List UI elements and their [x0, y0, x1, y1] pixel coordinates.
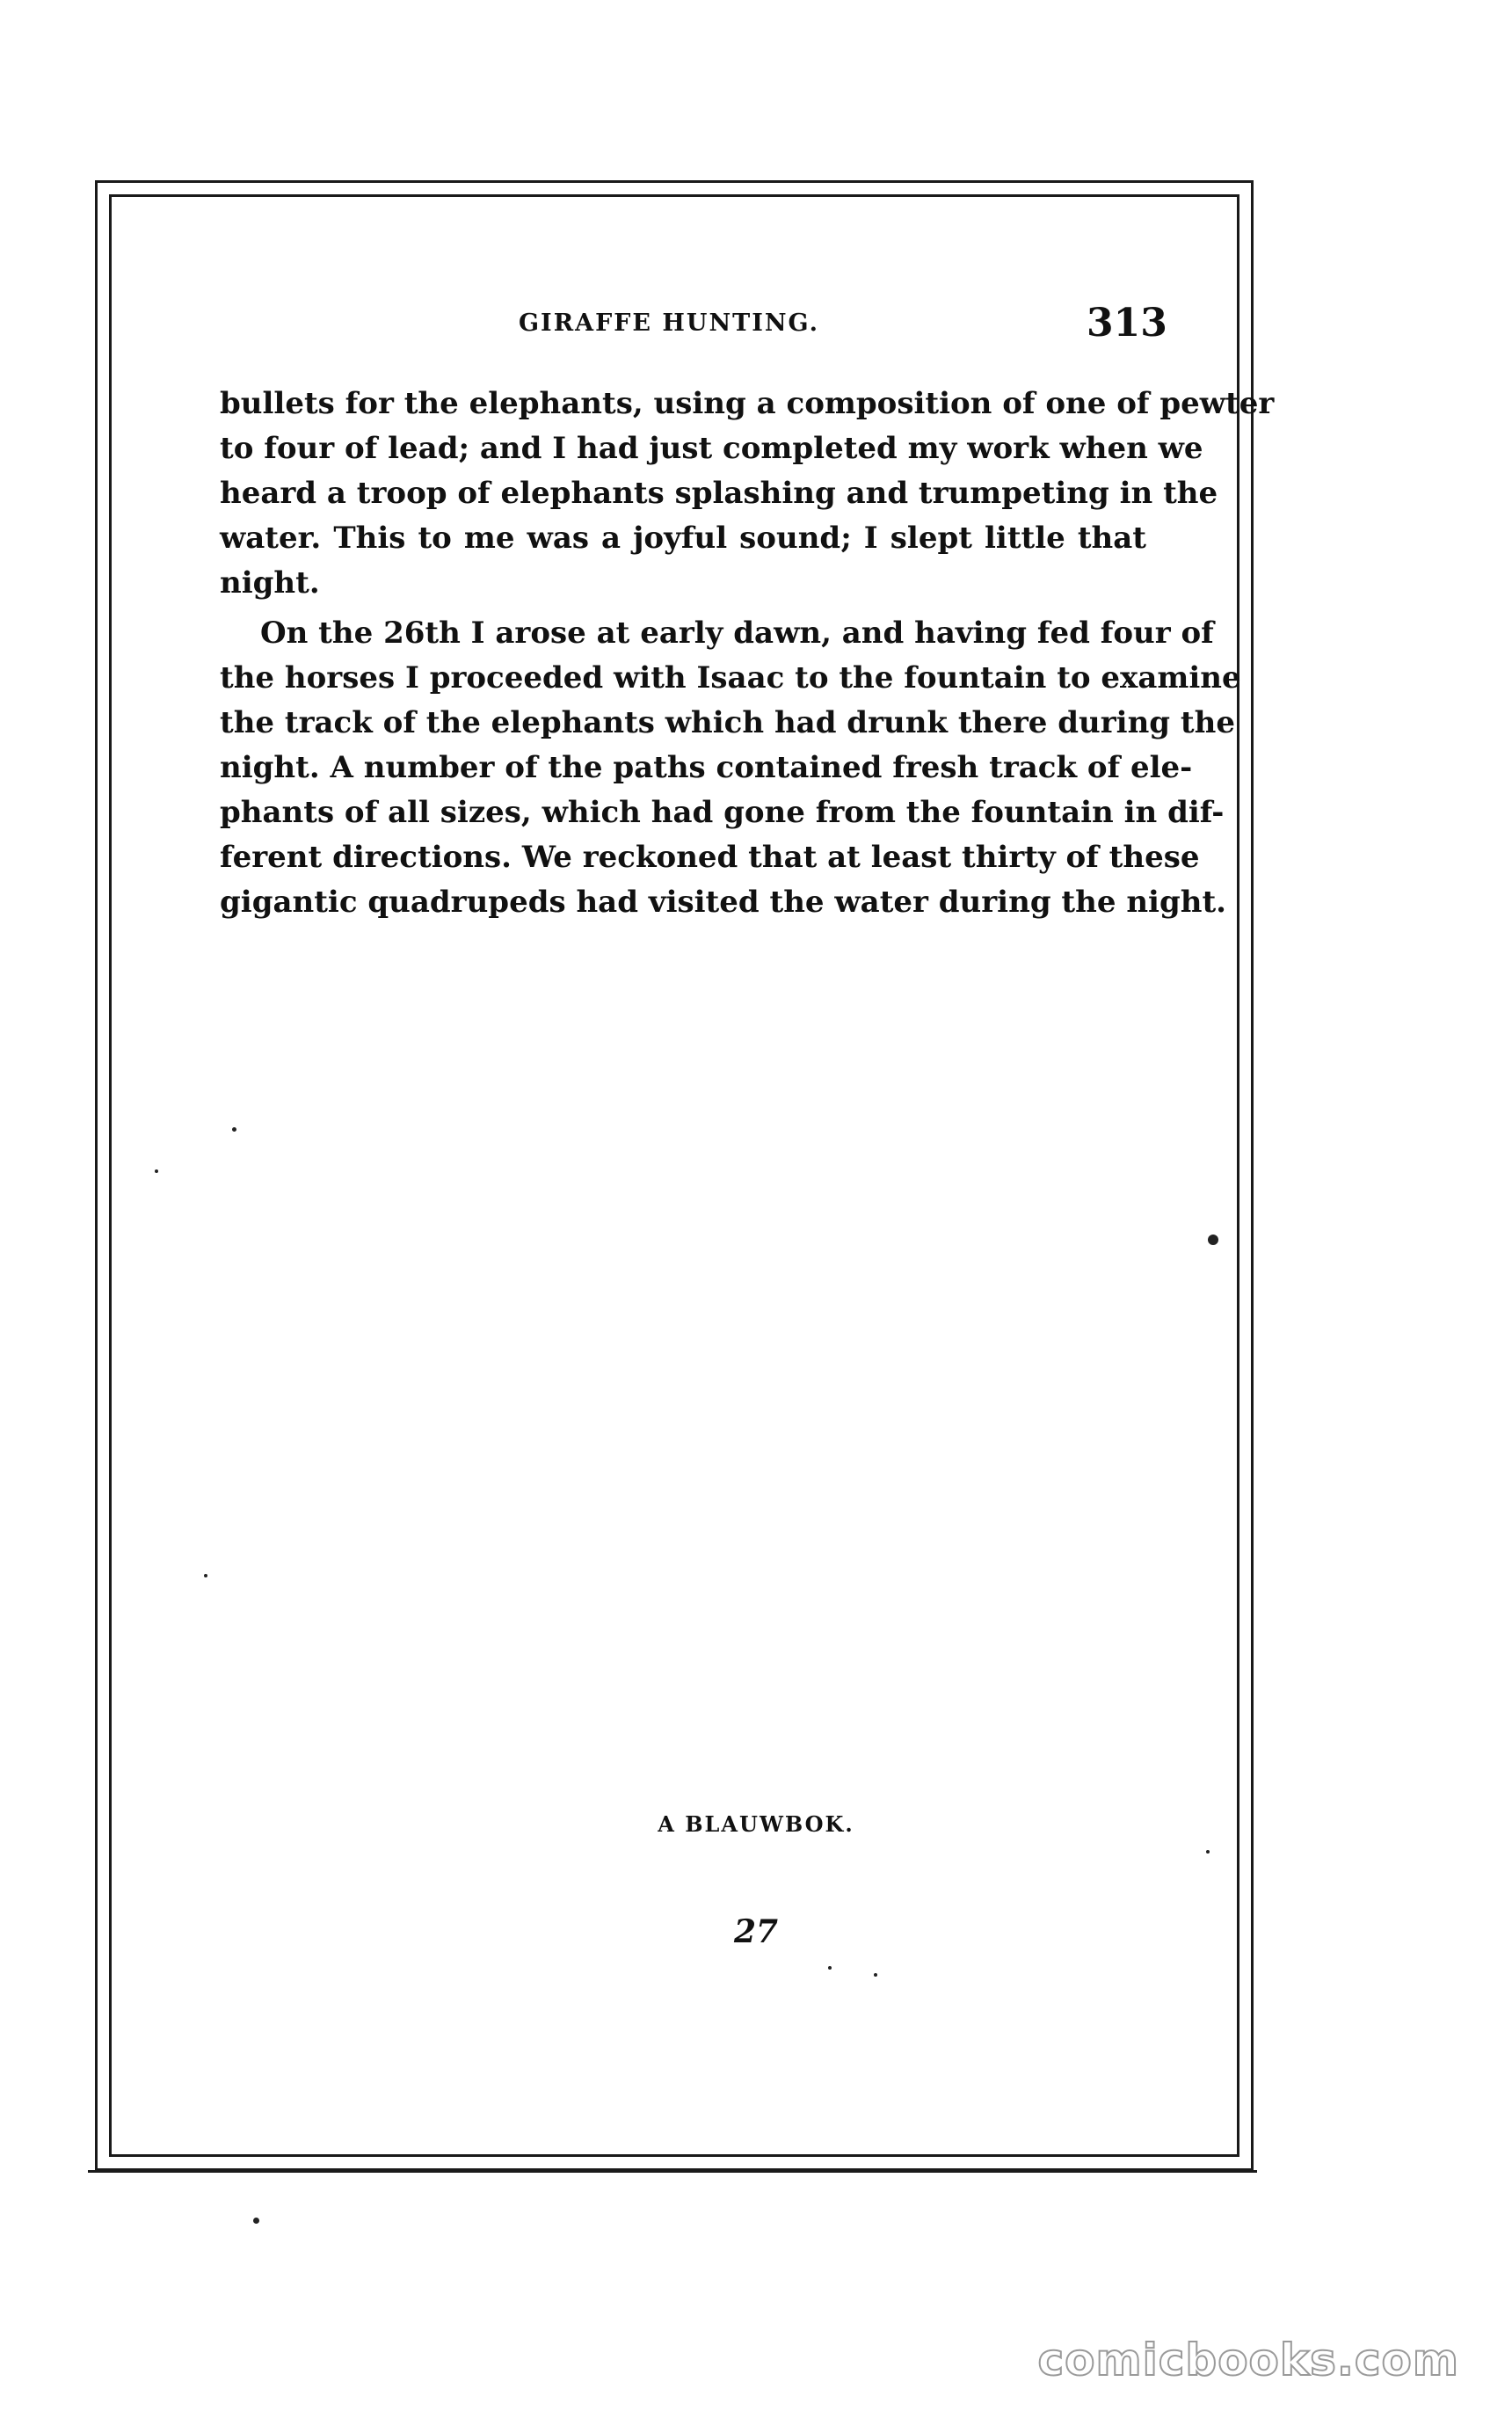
scan-speck — [828, 1966, 832, 1970]
text-line: bullets for the elephants, using a composition of one of pewter — [220, 386, 1275, 421]
text-line: ferent directions. We reckoned that at least thirty of these — [220, 840, 1200, 875]
text-line: the track of the elephants which had drunk there during the — [220, 705, 1235, 740]
scan-speck — [1208, 1235, 1218, 1245]
scan-speck — [155, 1169, 158, 1173]
scan-speck — [1206, 1850, 1210, 1854]
text-line: night. — [220, 565, 320, 601]
scan-speck — [204, 1574, 207, 1577]
body-text — [220, 382, 1275, 925]
text-line: the horses I proceeded with Isaac to the fountain to examine — [220, 660, 1241, 696]
scan-speck — [232, 1127, 236, 1132]
watermark: comicbooks.com — [1037, 2335, 1459, 2386]
text-line: phants of all sizes, which had gone from the fountain in dif- — [220, 795, 1225, 830]
text-line: water. This to me was a joyful sound; I slept little that — [220, 521, 1146, 556]
plate-caption: A BLAUWBOK. — [658, 1811, 854, 1837]
plate-number: 27 — [733, 1913, 779, 1950]
running-head: GIRAFFE HUNTING. — [519, 310, 820, 337]
scan-speck — [253, 2218, 259, 2224]
page-number: 313 — [1087, 301, 1167, 346]
text-line: gigantic quadrupeds had visited the water during the night. — [220, 885, 1226, 920]
text-line: heard a troop of elephants splashing and trumpeting in the — [220, 476, 1218, 511]
bottom-rule — [88, 2170, 1257, 2173]
scan-speck — [874, 1973, 877, 1977]
text-line: On the 26th I arose at early dawn, and having fed four of — [260, 615, 1214, 651]
text-line: to four of lead; and I had just completed my work when we — [220, 431, 1203, 466]
text-line: night. A number of the paths contained fresh track of ele- — [220, 750, 1193, 785]
